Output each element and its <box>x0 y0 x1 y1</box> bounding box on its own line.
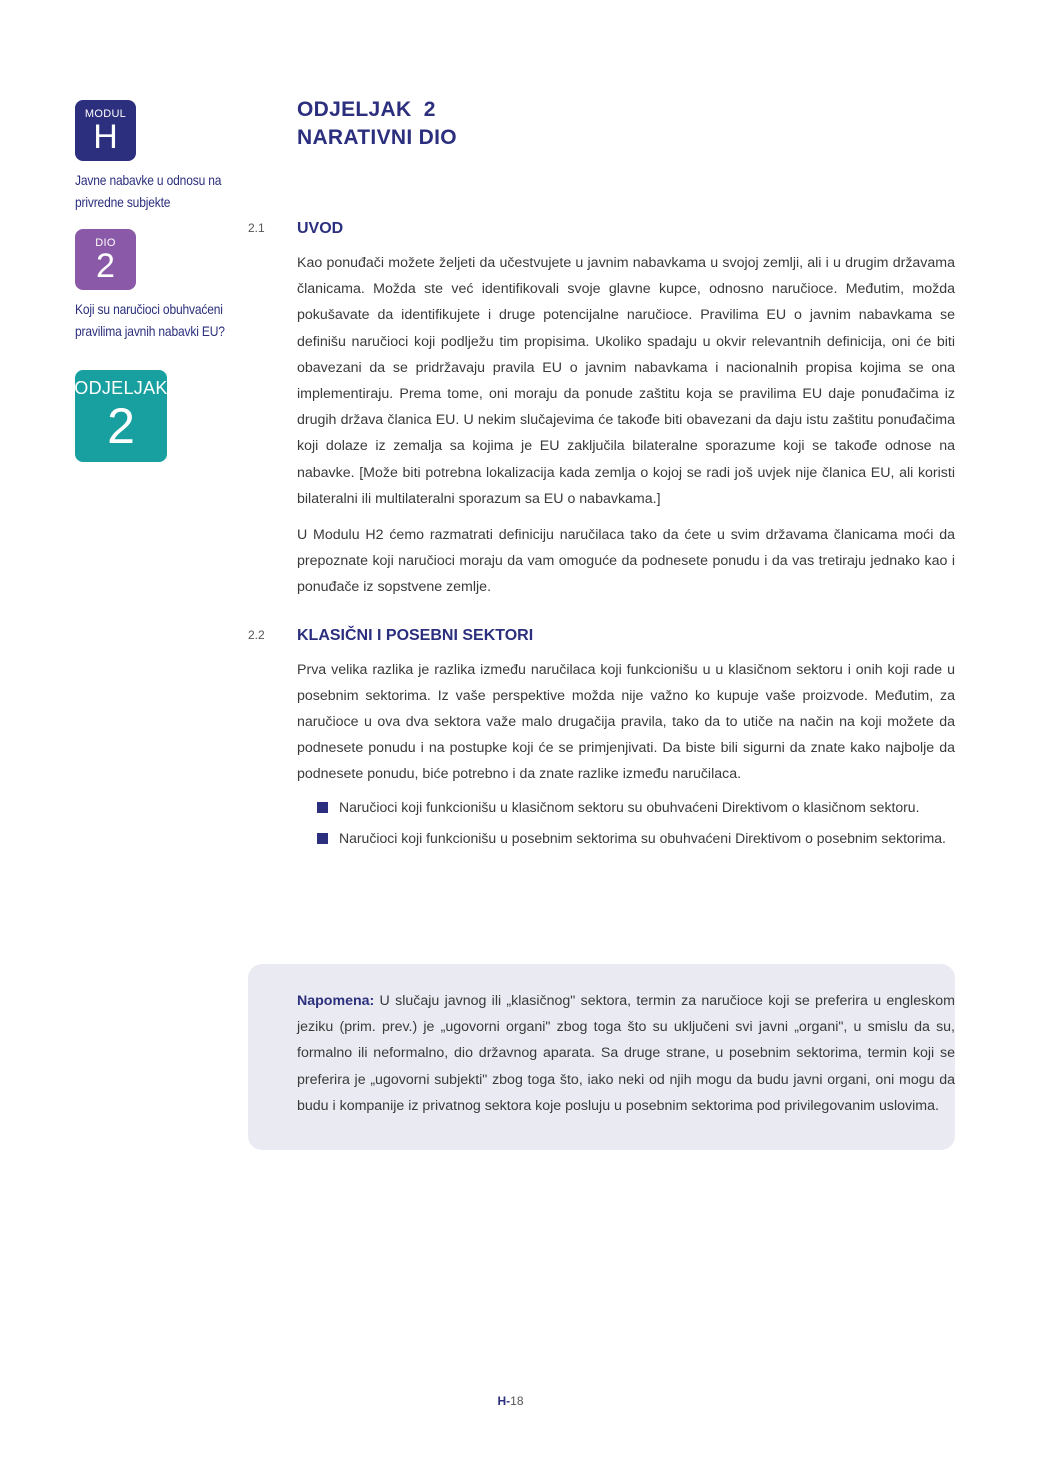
sidebar <box>75 100 240 462</box>
note-box <box>248 964 955 1150</box>
section-title-line2: NARATIVNI DIO <box>297 126 457 149</box>
dio-badge <box>75 229 136 290</box>
subsection-uvod <box>248 218 955 601</box>
paragraph: Kao ponuđači možete željeti da učestvujete u javnim nabavkama u svojoj zemlji, ali i u drugim državama članicama. Možda ste već identifikovali svoje glavne kupce, odnosno naručioce. Međutim, možda pokušavate da identifikujete i druge potencijalne naručioce. Pravilima EU o javnim nabavkama se definišu naručioci koji podlježu tim propisima. Ukoliko spadaju u okvir relevantnih definicija, oni će biti obavezani da se pridržavaju pravila EU o javnim nabavkama i nacionalnih propisa kojima se ona implementiraju. Prema tome, oni moraju da ponude zaštitu koja se pravilima EU daje ponuđačima iz drugih država članica EU. U nekim slučajevima će takođe biti obavezani da daju istu zaštitu ponuđačima koji dolaze iz zemalja sa kojima je EU zaključila bilateralne sporazume koji se takođe odnose na nabavke. [Može biti potrebna lokalizacija kada zemlja o kojoj se radi još uvjek nije članica EU, ali koristi bilateralni ili multilateralni sporazum sa EU o nabavkama.] <box>297 255 955 507</box>
list-item-text: Naručioci koji funkcionišu u klasičnom sektoru su obuhvaćeni Direktivom o klasičnom sektoru. <box>339 798 920 815</box>
bullet-list <box>297 794 955 851</box>
page-number-prefix: H- <box>497 1394 511 1408</box>
dio-badge-label: DIO <box>95 236 116 249</box>
note-text <box>297 988 955 1119</box>
odjeljak-badge-number: 2 <box>107 398 135 454</box>
note-label: Napomena: <box>297 993 375 1009</box>
modul-title: Javne nabavke u odnosu na privredne subjekte <box>75 172 222 210</box>
note-body: U slučaju javnog ili „klasičnog" sektora, termin za naručioce koji se preferira u engleskom jeziku (prim. prev.) je „ugovorni organi" zbog toga što su uključeni svi javni „organi", u smislu da su, formalno ili neformalno, dio državnog aparata. Sa druge strane, u posebnim sektorima, termin koji se preferira je „ugovorni subjekti" zbog toga što, iako neki od njih mogu da budu javni organi, oni mogu da budu i kompanije iz privatnog sektora koje posluju u posebnim sektorima pod privilegovanim uslovima. <box>297 993 955 1114</box>
modul-badge <box>75 100 136 161</box>
modul-badge-label: MODUL <box>84 107 127 120</box>
list-item-text: Naručioci koji funkcionišu u posebnim sektorima su obuhvaćeni Direktivom o posebnim sektorima. <box>339 829 946 846</box>
square-bullet-icon <box>317 802 328 813</box>
dio-badge-number: 2 <box>96 246 115 285</box>
square-bullet-icon <box>317 833 328 844</box>
page-number <box>0 1394 1021 1408</box>
list-item <box>317 794 955 820</box>
page-number-value: 18 <box>510 1394 524 1408</box>
section-title-line1: ODJELJAK 2 <box>297 98 436 121</box>
subsection-sektori <box>248 625 955 851</box>
main-content <box>248 96 955 856</box>
section-title <box>297 96 955 152</box>
modul-badge-letter: H <box>93 117 118 156</box>
paragraph: Prva velika razlika je razlika između naručilaca koji funkcionišu u u klasičnom sektoru i onih koji rade u posebnim sektorima. Iz vaše perspektive možda nije važno ko kupuje vaše proizvode. Međutim, za naručioce u ova dva sektora važe malo drugačija pravila, tako da to utiče na način na koji možete da podnesete ponudu i na postupke koji će se primjenjivati. Da biste bili sigurni da znate kako najbolje da podnesete ponudu, biće potrebno i da znate razlike između naručilaca. <box>297 661 955 783</box>
list-item <box>317 825 955 851</box>
odjeljak-badge-label: ODJELJAK <box>74 378 168 398</box>
odjeljak-badge <box>75 370 167 462</box>
dio-title: Koji su naručioci obuhvaćeni pravilima javnih nabavki EU? <box>75 301 225 339</box>
subsection-title: UVOD <box>297 220 344 237</box>
subsection-number: 2.1 <box>248 221 265 235</box>
subsection-number: 2.2 <box>248 627 265 642</box>
paragraph: U Modulu H2 ćemo razmatrati definiciju naručilaca tako da ćete u svim državama članicama moći da prepoznate koji naručioci moraju da vam omoguće da podnesete ponudu i da vas tretiraju jednako kao i ponuđače iz sopstvene zemlje. <box>297 527 955 596</box>
subsection-title: KLASIČNI I POSEBNI SEKTORI <box>297 626 534 644</box>
